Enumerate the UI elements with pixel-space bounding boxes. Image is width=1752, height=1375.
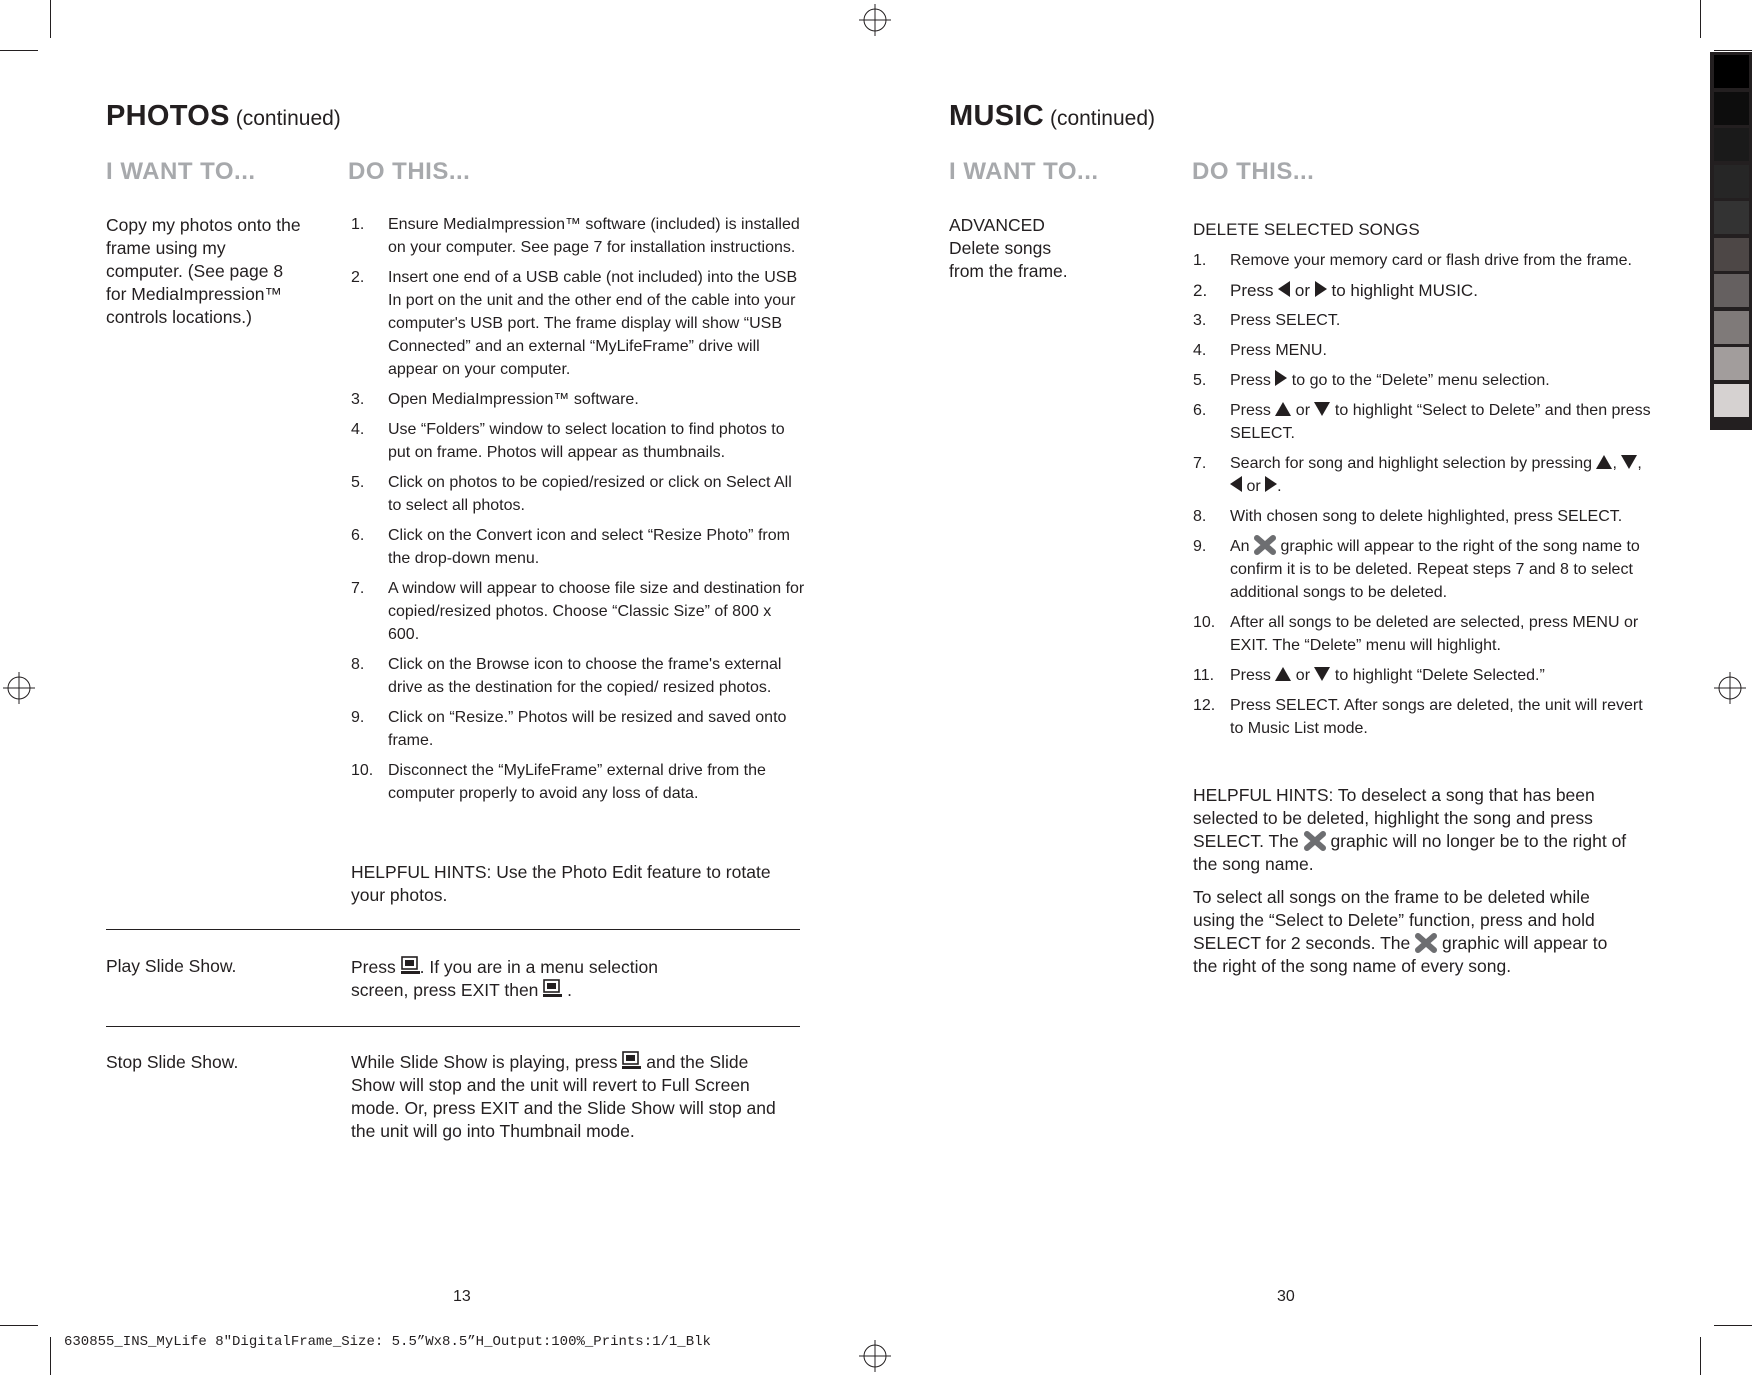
list-item <box>1193 399 1653 445</box>
want-stop-slideshow: Stop Slide Show. <box>106 1052 239 1072</box>
step-number: 11. <box>1193 667 1215 684</box>
crop-mark <box>1714 1325 1752 1326</box>
text-run: to highlight MUSIC. <box>1326 281 1478 300</box>
list-item <box>351 759 806 805</box>
section-title: PHOTOS <box>106 100 230 132</box>
color-swatch <box>1714 165 1749 198</box>
down-arrow-icon <box>1314 402 1330 416</box>
text-run: HELPFUL HINTS: To deselect a song that has been selected to be deleted, highlight the song and press SELECT. The <box>1193 785 1595 851</box>
list-item <box>351 524 806 570</box>
text-run: or <box>1291 667 1315 684</box>
color-swatch <box>1714 311 1749 344</box>
text-run: , <box>1612 455 1622 472</box>
color-swatch <box>1714 201 1749 234</box>
list-item <box>351 213 806 259</box>
step-number: 6. <box>351 527 365 544</box>
col-header-want: I WANT TO... <box>106 158 256 185</box>
right-arrow-icon <box>1275 370 1287 386</box>
slideshow-icon <box>401 956 420 975</box>
delete-songs-steps <box>1193 249 1653 747</box>
step-text: After all songs to be deleted are selected, press MENU or EXIT. The “Delete” menu will highlight. <box>1230 614 1639 654</box>
registration-mark-icon <box>859 4 891 36</box>
page-number: 30 <box>1277 1288 1295 1305</box>
list-item <box>351 266 806 381</box>
section-title: MUSIC <box>949 100 1044 132</box>
list-item <box>1193 309 1653 332</box>
step-number: 10. <box>351 762 374 779</box>
list-item <box>1193 505 1653 528</box>
text-run: or <box>1242 478 1266 495</box>
row-divider <box>106 1026 800 1027</box>
right-arrow-icon <box>1265 476 1277 492</box>
text-run: and the Slide Show will stop and the unit will revert to Full Screen mode. Or, press EXIT and the Slide Show will stop and the unit will go into Thumbnail mode. <box>351 1052 776 1141</box>
text-run: to go to the “Delete” menu selection. <box>1287 372 1550 389</box>
step-number: 7. <box>351 580 365 597</box>
text-run: or <box>1291 402 1315 419</box>
text-run: graphic will appear to the right of the song name of every song. <box>1193 933 1608 976</box>
registration-mark-icon <box>3 672 35 704</box>
list-item <box>1193 452 1653 498</box>
text-run: While Slide Show is playing, press <box>351 1052 623 1072</box>
step-text: Click on photos to be copied/resized or click on Select All to select all photos. <box>388 474 792 514</box>
step-text: Insert one end of a USB cable (not included) into the USB In port on the unit and the other end of the cable into your computer's USB port. The frame display will show “USB Connected” and an external “MyLifeFrame” drive will appear on your computer. <box>388 269 798 378</box>
step-number: 9. <box>1193 538 1207 555</box>
list-item <box>351 388 806 411</box>
step-number: 5. <box>351 474 365 491</box>
list-item <box>351 577 806 646</box>
up-arrow-icon <box>1275 402 1291 416</box>
col-header-do: DO THIS... <box>1192 158 1315 185</box>
color-swatch <box>1714 347 1749 380</box>
step-text: Use “Folders” window to select location to find photos to put on frame. Photos will appear as thumbnails. <box>388 421 785 461</box>
crop-mark <box>1700 1337 1701 1375</box>
text-run: . If you are in a menu selection screen, press EXIT then <box>351 957 658 1000</box>
page-title-music <box>949 100 1155 133</box>
step-number: 10. <box>1193 614 1216 631</box>
step-number: 8. <box>351 656 365 673</box>
list-item <box>1193 611 1653 657</box>
color-swatch <box>1714 55 1749 88</box>
list-item <box>1193 249 1653 272</box>
do-play-slideshow <box>351 956 701 1002</box>
step-text: A window will appear to choose file size and destination for copied/resized photos. Choose “Classic Size” of 800 x 600. <box>388 580 805 643</box>
step-text: With chosen song to delete highlighted, press SELECT. <box>1230 508 1623 525</box>
page-number: 13 <box>453 1288 471 1305</box>
col-header-want: I WANT TO... <box>949 158 1099 185</box>
list-item <box>351 418 806 464</box>
copy-photos-steps <box>351 213 806 812</box>
step-number: 5. <box>1193 372 1207 389</box>
color-swatch <box>1714 274 1749 307</box>
step-text: Press SELECT. After songs are deleted, the unit will revert to Music List mode. <box>1230 697 1643 737</box>
list-item <box>1193 664 1653 687</box>
step-text: Press SELECT. <box>1230 312 1341 329</box>
text-run: Press <box>1230 402 1276 419</box>
crop-mark <box>1714 50 1752 51</box>
text-run: Press <box>351 957 401 977</box>
continued-label: (continued) <box>235 107 341 130</box>
step-number: 9. <box>351 709 365 726</box>
step-number: 1. <box>1193 252 1207 269</box>
text-run: . <box>1277 478 1282 495</box>
step-text: Click on the Browse icon to choose the frame's external drive as the destination for the copied/ resized photos. <box>388 656 782 696</box>
step-text: Press MENU. <box>1230 342 1327 359</box>
step-text: Open MediaImpression™ software. <box>388 391 639 408</box>
text-run: An <box>1230 538 1255 555</box>
color-swatch <box>1714 238 1749 271</box>
text-run: to highlight “Select to Delete” and then press SELECT. <box>1230 402 1651 442</box>
delete-x-icon <box>1304 831 1326 851</box>
want-copy-photos: Copy my photos onto the frame using my computer. (See page 8 for MediaImpression™ controls locations.) <box>106 215 301 327</box>
up-arrow-icon <box>1275 667 1291 681</box>
crop-mark <box>0 1325 38 1326</box>
right-arrow-icon <box>1315 281 1327 297</box>
text-run: or <box>1290 281 1315 300</box>
registration-mark-icon <box>1714 672 1746 704</box>
step-number: 3. <box>1193 312 1207 329</box>
crop-mark <box>50 1337 51 1375</box>
step-number: 1. <box>351 216 365 233</box>
continued-label: (continued) <box>1049 107 1156 130</box>
step-number: 4. <box>351 421 365 438</box>
want-advanced-title: ADVANCED <box>949 215 1045 235</box>
text-run: to highlight “Delete Selected.” <box>1330 667 1545 684</box>
want-delete-songs: Delete songs from the frame. <box>949 238 1068 281</box>
list-item <box>1193 339 1653 362</box>
left-arrow-icon <box>1230 476 1242 492</box>
step-text: Ensure MediaImpression™ software (included) is installed on your computer. See page 7 for installation instructions. <box>388 216 800 256</box>
list-item <box>351 471 806 517</box>
text-run: graphic will no longer be to the right of the song name. <box>1193 831 1627 874</box>
step-text: Click on the Convert icon and select “Resize Photo” from the drop-down menu. <box>388 527 790 567</box>
select-all-hint <box>1193 886 1633 978</box>
step-number: 12. <box>1193 697 1216 714</box>
up-arrow-icon <box>1596 455 1612 469</box>
helpful-hint-photos: HELPFUL HINTS: Use the Photo Edit feature to rotate your photos. <box>351 862 771 905</box>
list-item <box>1193 694 1653 740</box>
color-swatch <box>1714 128 1749 161</box>
step-number: 3. <box>351 391 365 408</box>
text-run: Press <box>1230 281 1279 300</box>
list-item <box>1193 535 1653 604</box>
text-run: Search for song and highlight selection by pressing <box>1230 455 1597 472</box>
col-header-do: DO THIS... <box>348 158 471 185</box>
step-number: 7. <box>1193 455 1207 472</box>
text-run: . <box>562 980 573 1000</box>
down-arrow-icon <box>1314 667 1330 681</box>
down-arrow-icon <box>1621 455 1637 469</box>
left-arrow-icon <box>1278 281 1290 297</box>
slideshow-icon <box>543 979 562 998</box>
do-stop-slideshow <box>351 1051 776 1143</box>
step-number: 8. <box>1193 508 1207 525</box>
text-run: graphic will appear to the right of the song name to confirm it is to be deleted. Repeat steps 7 and 8 to select additional songs to be deleted. <box>1230 538 1640 601</box>
steps-heading: DELETE SELECTED SONGS <box>1193 220 1420 239</box>
step-number: 6. <box>1193 402 1207 419</box>
step-text: Click on “Resize.” Photos will be resized and saved onto frame. <box>388 709 787 749</box>
color-swatch <box>1714 384 1749 417</box>
crop-mark <box>1700 0 1701 38</box>
step-number: 2. <box>351 269 365 286</box>
text-run: Press <box>1230 372 1276 389</box>
text-run: Press <box>1230 667 1276 684</box>
page-title-photos <box>106 100 341 133</box>
text-run: To select all songs on the frame to be deleted while using the “Select to Delete” function, press and hold SELECT for 2 seconds. The <box>1193 887 1595 953</box>
color-swatch <box>1714 92 1749 125</box>
list-item <box>1193 279 1653 302</box>
step-number: 4. <box>1193 342 1207 359</box>
delete-x-icon <box>1254 535 1276 555</box>
step-number: 2. <box>1193 281 1208 300</box>
step-text: Remove your memory card or flash drive from the frame. <box>1230 252 1632 269</box>
helpful-hint-music <box>1193 784 1633 876</box>
slideshow-icon <box>622 1051 641 1070</box>
text-run: , <box>1637 455 1642 472</box>
crop-mark <box>0 50 38 51</box>
crop-mark <box>50 0 51 38</box>
list-item <box>1193 369 1653 392</box>
want-play-slideshow: Play Slide Show. <box>106 956 237 976</box>
list-item <box>351 706 806 752</box>
registration-mark-icon <box>859 1340 891 1372</box>
delete-x-icon <box>1415 933 1437 953</box>
row-divider <box>106 929 800 930</box>
print-slug: 630855_INS_MyLife 8"DigitalFrame_Size: 5.5”Wx8.5”H_Output:100%_Prints:1/1_Blk <box>64 1334 711 1350</box>
step-text: Disconnect the “MyLifeFrame” external drive from the computer properly to avoid any loss of data. <box>388 762 766 802</box>
list-item <box>351 653 806 699</box>
